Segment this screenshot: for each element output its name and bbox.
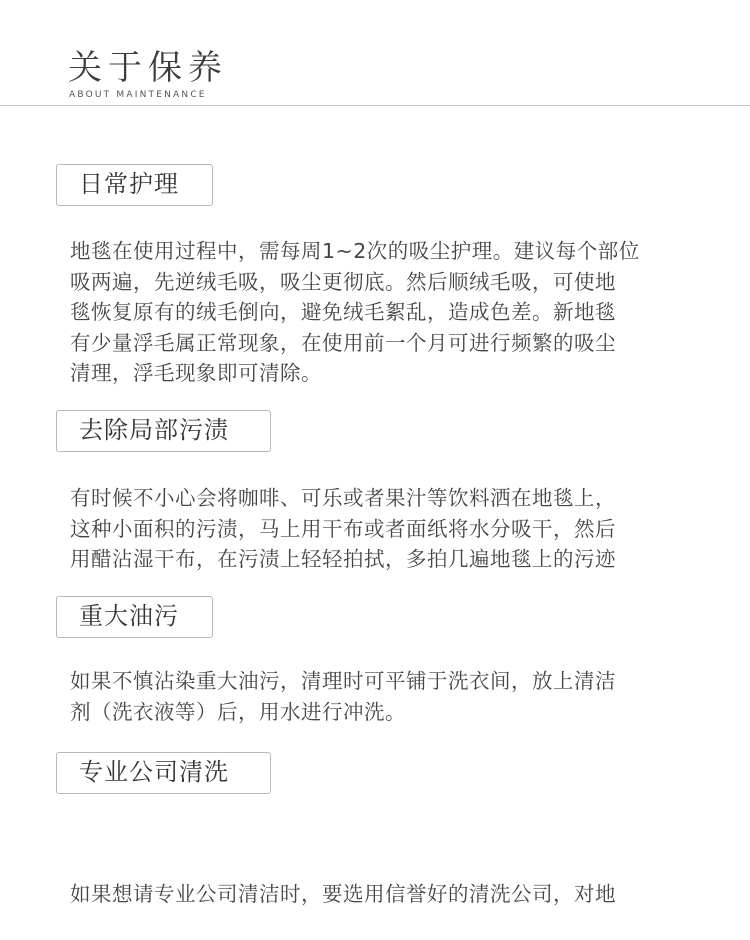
section-text-daily-care: 地毯在使用过程中，需每周1~2次的吸尘护理。建议每个部位 吸两遍，先逆绒毛吸，吸尘更彻底。然后顺绒毛吸，可使地 毯恢复原有的绒毛倒向，避免绒毛絮乱，造成色差。新地毯 有少量浮毛属正常现象，在使用前一个月可进行频繁的吸尘 清理，浮毛现象即可清除。 bbox=[70, 239, 640, 385]
section-heading-stain-removal: 去除局部污渍 bbox=[56, 410, 271, 452]
section-text-professional-cleaning: 如果想请专业公司清洁时，要选用信誉好的清洗公司，对地 bbox=[70, 882, 616, 906]
section-heading-professional-cleaning: 专业公司清洗 bbox=[56, 752, 271, 794]
section-text-professional-cleaning-wrapper bbox=[70, 821, 700, 906]
section-text-heavy-oil: 如果不慎沾染重大油污，清理时可平铺于洗衣间，放上清洁 剂（洗衣液等）后，用水进行冲洗。 bbox=[70, 669, 616, 724]
header-divider bbox=[0, 105, 750, 106]
page-header bbox=[0, 0, 750, 106]
section-text-stain-removal: 有时候不小心会将咖啡、可乐或者果汁等饮料洒在地毯上， 这种小面积的污渍，马上用干布或者面纸将水分吸干，然后 用醋沾湿干布，在污渍上轻轻拍拭，多拍几遍地毯上的污迹 bbox=[70, 486, 616, 571]
page-subtitle: ABOUT MAINTENANCE bbox=[69, 90, 207, 100]
page-title: 关于保养 bbox=[68, 48, 228, 88]
section-heading-daily-care: 日常护理 bbox=[56, 164, 213, 206]
section-heading-heavy-oil: 重大油污 bbox=[56, 596, 213, 638]
